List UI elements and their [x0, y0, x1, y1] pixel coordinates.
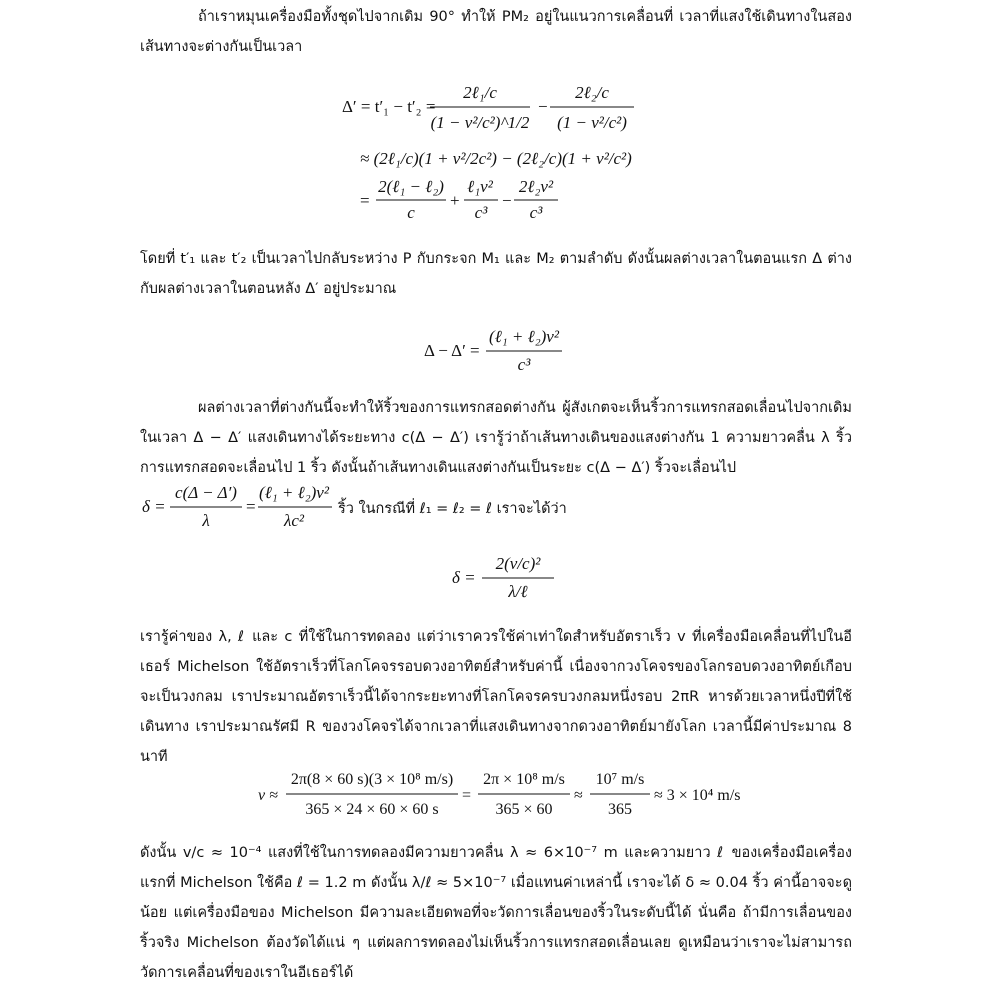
eq5-f3-num: 10⁷ m/s [595, 771, 645, 788]
eq1-f1-den: (1 − v²/c²)^1/2 [430, 113, 530, 132]
eq5-f2-num: 2π × 10⁸ m/s [483, 771, 565, 788]
eq5-lhs: v ≈ [258, 787, 278, 804]
eq3-lhs: δ = [142, 497, 166, 516]
eq2-den: c³ [517, 355, 531, 374]
eq4-lhs: δ = [452, 568, 476, 587]
eq3-f1-num: c(Δ − Δ′) [175, 483, 237, 502]
equation-fringe-shift [138, 482, 338, 534]
eq3-f2-num: (ℓ₁ + ℓ₂)v² [259, 483, 329, 502]
eq1-line2: ≈ (2ℓ₁/c)(1 + v²/2c²) − (2ℓ₂/c)(1 + v²/c²) [360, 149, 632, 168]
equation-delta-result [448, 553, 558, 605]
paragraph-fringe-tail: ริ้ว ในกรณีที่ ℓ₁ = ℓ₂ = ℓ เราจะได้ว่า [338, 501, 567, 517]
paragraph-fringe-shift: ผลต่างเวลาที่ต่างกันนี้จะทำให้ริ้วของการแทรกสอดต่างกัน ผู้สังเกตจะเห็นริ้วการแทรกสอดเลื่อนไปจากเดิม ในเวลา Δ − Δ′ แสงเดินทางได้ระยะทาง c(Δ − Δ′) เรารู้ว่าถ้าเส้นทางเดินของแสงต่างกัน 1 ความยาวคลื่น λ ริ้วการแทรกสอดจะเลื่อนไป 1 ริ้ว ดังนั้นถ้าเส้นทางเดินแสงต่างกันเป็นระยะ c(Δ − Δ′) ริ้วจะเลื่อนไป [140, 400, 852, 476]
eq1-l3-f3-num: 2ℓ₂v² [518, 177, 554, 196]
eq1-f1-num: 2ℓ₁/c [463, 83, 497, 102]
eq3-f1-den: λ [202, 511, 210, 530]
equation-earth-velocity [256, 766, 746, 822]
paragraph-velocity: เรารู้ค่าของ λ, ℓ และ c ที่ใช้ในการทดลอง แต่ว่าเราควรใช้ค่าเท่าใดสำหรับอัตราเร็ว v ที่เครื่องมือเคลื่อนที่ไปในอีเธอร์ Michelson ใช้อัตราเร็วที่โลกโคจรรอบดวงอาทิตย์สำหรับค่านี้ เนื่องจากวงโคจรของโลกรอบดวงอาทิตย์เกือบจะเป็นวงกลม เราประมาณอัตราเร็วนี้ได้จากระยะทางที่โลกโคจรครบวงกลมหนึ่งรอบ 2πR หารด้วยเวลาหนึ่งปีที่ใช้เดินทาง เราประมาณรัศมี R ของวงโคจรได้จากเวลาที่แสงเดินทางจากดวงอาทิตย์มายังโลก เวลานี้มีค่าประมาณ 8 นาที [140, 629, 852, 765]
eq1-f2-den: (1 − v²/c²) [557, 113, 627, 132]
paragraph-definition: โดยที่ t′₁ และ t′₂ เป็นเวลาไปกลับระหว่าง P กับกระจก M₁ และ M₂ ตามลำดับ ดังนั้นผลต่างเวลาในตอนแรก Δ ต่างกับผลต่างเวลาในตอนหลัง Δ′ อยู่ประมาณ [140, 251, 852, 297]
eq1-l3-f3-den: c³ [529, 203, 543, 222]
eq2-num: (ℓ₁ + ℓ₂)v² [489, 327, 559, 346]
eq5-f3-den: 365 [608, 801, 632, 818]
paragraph-conclusion: ดังนั้น v/c ≈ 10⁻⁴ แสงที่ใช้ในการทดลองมีความยาวคลื่น λ ≈ 6×10⁻⁷ m และความยาว ℓ ของเครื่องมือเครื่องแรกที่ Michelson ใช้คือ ℓ = 1.2 m ดังนั้น λ/ℓ ≈ 5×10⁻⁷ เมื่อแทนค่าเหล่านี้ เราจะได้ δ ≈ 0.04 ริ้ว ค่านี้อาจจะดูน้อย แต่เครื่องมือของ Michelson มีความละเอียดพอที่จะวัดการเลื่อนของริ้วในระดับนี้ได้ นั่นคือ ถ้ามีการเลื่อนของริ้วจริง Michelson ต้องวัดได้แน่ ๆ แต่ผลการทดลองไม่เห็นริ้วการแทรกสอดเลื่อนเลย ดูเหมือนว่าเราจะไม่สามารถวัดการเคลื่อนที่ของเราในอีเธอร์ได้ [140, 845, 852, 981]
eq1-l3-f2-num: ℓ₁v² [467, 177, 493, 196]
eq5-approx: ≈ [574, 787, 583, 804]
eq1-l3-f1-num: 2(ℓ₁ − ℓ₂) [378, 177, 444, 196]
eq4-den: λ/ℓ [508, 582, 528, 601]
eq2-lhs: Δ − Δ′ = [424, 341, 480, 360]
eq5-eq: = [462, 787, 472, 804]
eq4-num: 2(v/c)² [495, 554, 541, 573]
eq1-minus: − [538, 97, 548, 116]
equation-delta-difference [420, 326, 580, 378]
eq1-l3-f1-den: c [407, 203, 415, 222]
eq5-f1-den: 365 × 24 × 60 × 60 s [305, 801, 439, 818]
paragraph-rotation: ถ้าเราหมุนเครื่องมือทั้งชุดไปจากเดิม 90° ทำให้ PM₂ อยู่ในแนวการเคลื่อนที่ เวลาที่แสงใช้เดินทางในสองเส้นทางจะต่างกันเป็นเวลา [140, 9, 852, 55]
eq3-f2-den: λc² [283, 511, 305, 530]
equation-delta-prime [330, 78, 710, 228]
eq1-f2-num: 2ℓ₂/c [575, 83, 609, 102]
eq5-f1-num: 2π(8 × 60 s)(3 × 10⁸ m/s) [290, 771, 454, 788]
eq5-f2-den: 365 × 60 [495, 801, 553, 818]
eq5-result: ≈ 3 × 10⁴ m/s [654, 787, 741, 804]
eq1-l3-minus: − [502, 191, 512, 210]
eq1-l3-plus: + [450, 191, 460, 210]
eq1-line3-eq: = [360, 191, 370, 210]
eq1-l3-f2-den: c³ [474, 203, 488, 222]
eq3-eq: = [246, 497, 256, 516]
eq1-lhs: Δ′ = t′₁ − t′₂ = [342, 97, 436, 116]
